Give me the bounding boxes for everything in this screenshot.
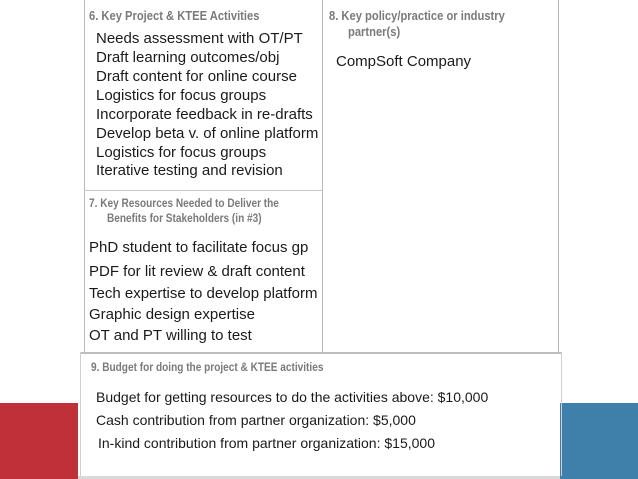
section6-item: Incorporate feedback in re-drafts <box>96 106 313 123</box>
section6-item: Needs assessment with OT/PT <box>96 30 303 47</box>
section6-item: Logistics for focus groups <box>96 144 267 161</box>
section7-heading: 7. Key Resources Needed to Deliver the <box>89 196 279 210</box>
center-divider-line <box>322 0 323 352</box>
section7-item: OT and PT willing to test <box>89 327 252 344</box>
section9-left-line <box>80 352 81 476</box>
section7-top-line <box>84 190 322 191</box>
section7-item: PhD student to facilitate focus gp <box>89 239 309 256</box>
blue-corner-band <box>560 403 638 479</box>
section7-heading-cont: Benefits for Stakeholders (in #3) <box>107 211 262 225</box>
section6-item: Draft learning outcomes/obj <box>96 49 280 66</box>
section9-top-line <box>80 352 562 354</box>
section7-item: PDF for lit review & draft content <box>89 263 305 280</box>
red-corner-band <box>0 403 78 479</box>
section9-heading: 9. Budget for doing the project & KTEE activities <box>91 360 324 374</box>
section6-item: Develop beta v. of online platform <box>96 125 319 142</box>
section7-item: Tech expertise to develop platform <box>89 285 318 302</box>
section8-heading-cont: partner(s) <box>348 24 401 39</box>
section6-item: Iterative testing and revision <box>96 162 283 179</box>
section8-heading: 8. Key policy/practice or industry <box>329 8 505 23</box>
partner-name: CompSoft Company <box>336 53 472 70</box>
left-border-line <box>84 0 85 352</box>
cash-contribution-line: Cash contribution from partner organization: $5,000 <box>96 412 416 428</box>
right-border-line <box>558 0 559 352</box>
budget-line: Budget for getting resources to do the activities above: $10,000 <box>96 389 489 405</box>
section6-item: Draft content for online course <box>96 68 297 85</box>
section6-item: Logistics for focus groups <box>96 87 267 104</box>
section9-right-line <box>561 352 562 476</box>
section7-item: Graphic design expertise <box>89 306 255 323</box>
section6-heading: 6. Key Project & KTEE Activities <box>89 8 260 23</box>
in-kind-contribution-line: In-kind contribution from partner organization: $15,000 <box>98 435 435 451</box>
